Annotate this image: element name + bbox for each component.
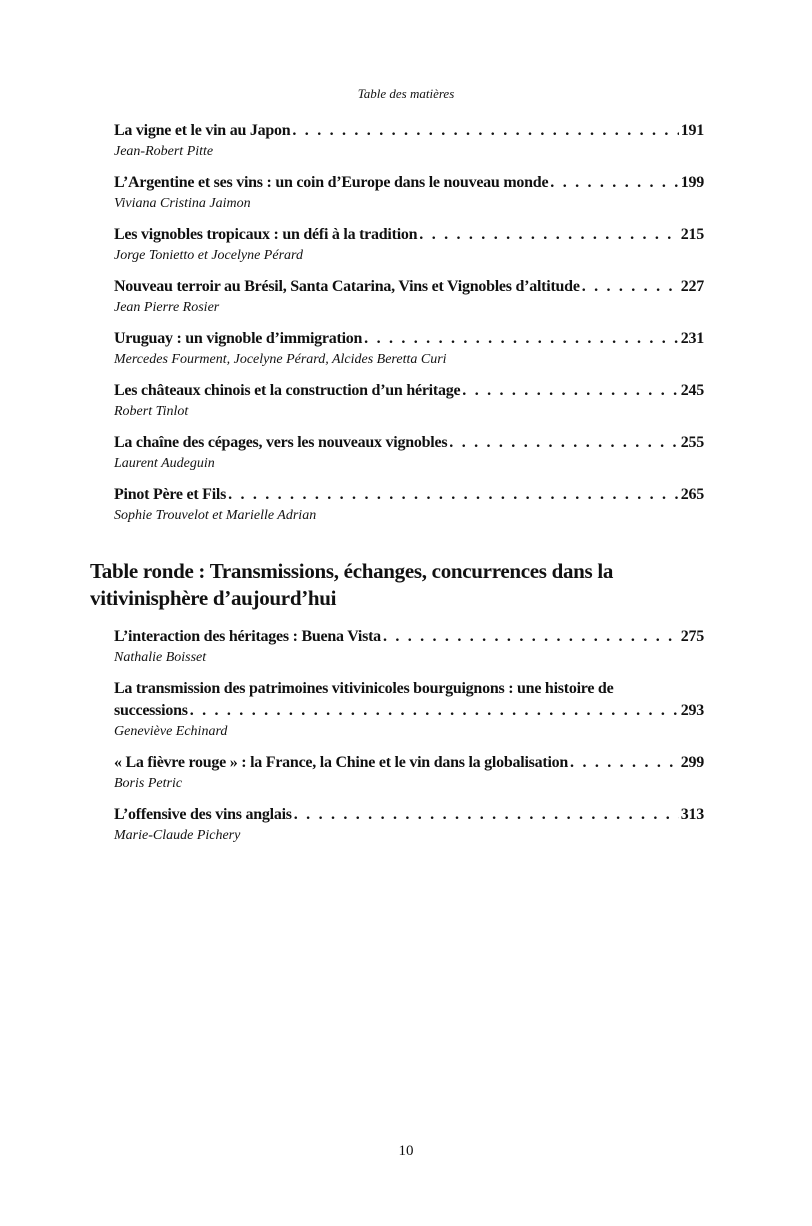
entry-title-row: [114, 432, 704, 454]
entry-title-row: [114, 172, 704, 194]
toc-entry[interactable]: [114, 432, 704, 474]
entry-page: 293: [680, 702, 704, 719]
dot-leader: [570, 752, 679, 774]
toc-list-1: [114, 120, 704, 536]
toc-entry[interactable]: [114, 224, 704, 266]
dot-leader: [462, 380, 678, 402]
entry-title: L’offensive des vins anglais: [114, 806, 292, 823]
toc-entry[interactable]: [114, 626, 704, 668]
toc-entry[interactable]: [114, 752, 704, 794]
entry-author: Sophie Trouvelot et Marielle Adrian: [114, 508, 317, 523]
entry-page: 313: [680, 806, 704, 823]
entry-page: 231: [680, 330, 704, 347]
entry-title-row: [114, 120, 704, 142]
entry-title: Les vignobles tropicaux : un défi à la tradition: [114, 226, 418, 243]
entry-page: 215: [680, 226, 704, 243]
entry-title-row: [114, 276, 704, 298]
entry-title-row: [114, 380, 704, 402]
entry-title-row: [114, 752, 704, 774]
entry-page: 275: [680, 628, 704, 645]
entry-author: Jean Pierre Rosier: [114, 300, 220, 315]
toc-list-2: [114, 626, 704, 856]
entry-title-row: [114, 224, 704, 246]
toc-entry[interactable]: [114, 172, 704, 214]
entry-page: 227: [680, 278, 704, 295]
dot-leader: [364, 328, 679, 350]
toc-entry[interactable]: [114, 276, 704, 318]
toc-entry[interactable]: [114, 804, 704, 846]
toc-entry[interactable]: [114, 120, 704, 162]
entry-title: Nouveau terroir au Brésil, Santa Catarina, Vins et Vignobles d’altitude: [114, 278, 580, 295]
entry-page: 199: [680, 174, 704, 191]
dot-leader: [419, 224, 678, 246]
toc-entry[interactable]: [114, 328, 704, 370]
toc-entry[interactable]: [114, 380, 704, 422]
entry-title-row: [114, 804, 704, 826]
entry-title-row: [114, 700, 704, 722]
entry-author: Jorge Tonietto et Jocelyne Pérard: [114, 248, 303, 263]
entry-title-row: [114, 626, 704, 648]
entry-title-row: [114, 484, 704, 506]
entry-title: Les châteaux chinois et la construction d’un héritage: [114, 382, 461, 399]
entry-page: 265: [680, 486, 704, 503]
entry-author: Laurent Audeguin: [114, 456, 215, 471]
entry-title: L’Argentine et ses vins : un coin d’Europe dans le nouveau monde: [114, 174, 549, 191]
running-head: Table des matières: [357, 86, 455, 101]
entry-title: L’interaction des héritages : Buena Vista: [114, 628, 381, 645]
entry-author: Viviana Cristina Jaimon: [114, 196, 251, 211]
entry-title: La vigne et le vin au Japon: [114, 122, 291, 139]
dot-leader: [294, 804, 679, 826]
entry-author: Mercedes Fourment, Jocelyne Pérard, Alcides Beretta Curi: [114, 352, 447, 367]
entry-author: Marie-Claude Pichery: [114, 828, 241, 843]
entry-page: 191: [680, 122, 704, 139]
entry-title: Uruguay : un vignoble d’immigration: [114, 330, 363, 347]
entry-author: Jean-Robert Pitte: [114, 144, 214, 159]
toc-entry[interactable]: [114, 678, 704, 742]
toc-entry[interactable]: [114, 484, 704, 526]
dot-leader: [228, 484, 679, 506]
entry-page: 245: [680, 382, 704, 399]
section-heading: Table ronde : Transmissions, échanges, concurrences dans la vitivinisphère d’aujourd’hui: [90, 559, 614, 610]
dot-leader: [383, 626, 679, 648]
dot-leader: [582, 276, 679, 298]
page-number: 10: [398, 1143, 414, 1159]
entry-title: successions: [114, 702, 188, 719]
entry-page: 299: [680, 754, 704, 771]
dot-leader: [550, 172, 678, 194]
dot-leader: [292, 120, 678, 142]
entry-title: « La fièvre rouge » : la France, la Chine et le vin dans la globalisation: [114, 754, 569, 771]
dot-leader: [190, 700, 679, 722]
entry-title-row: [114, 328, 704, 350]
entry-title-line: La transmission des patrimoines vitivinicoles bourguignons : une histoire de: [114, 680, 614, 697]
entry-author: Boris Petric: [114, 776, 183, 791]
entry-title: Pinot Père et Fils: [114, 486, 227, 503]
entry-title: La chaîne des cépages, vers les nouveaux vignobles: [114, 434, 448, 451]
entry-page: 255: [680, 434, 704, 451]
entry-author: Geneviève Echinard: [114, 724, 228, 739]
dot-leader: [449, 432, 678, 454]
entry-author: Nathalie Boisset: [114, 650, 207, 665]
entry-author: Robert Tinlot: [114, 404, 189, 419]
